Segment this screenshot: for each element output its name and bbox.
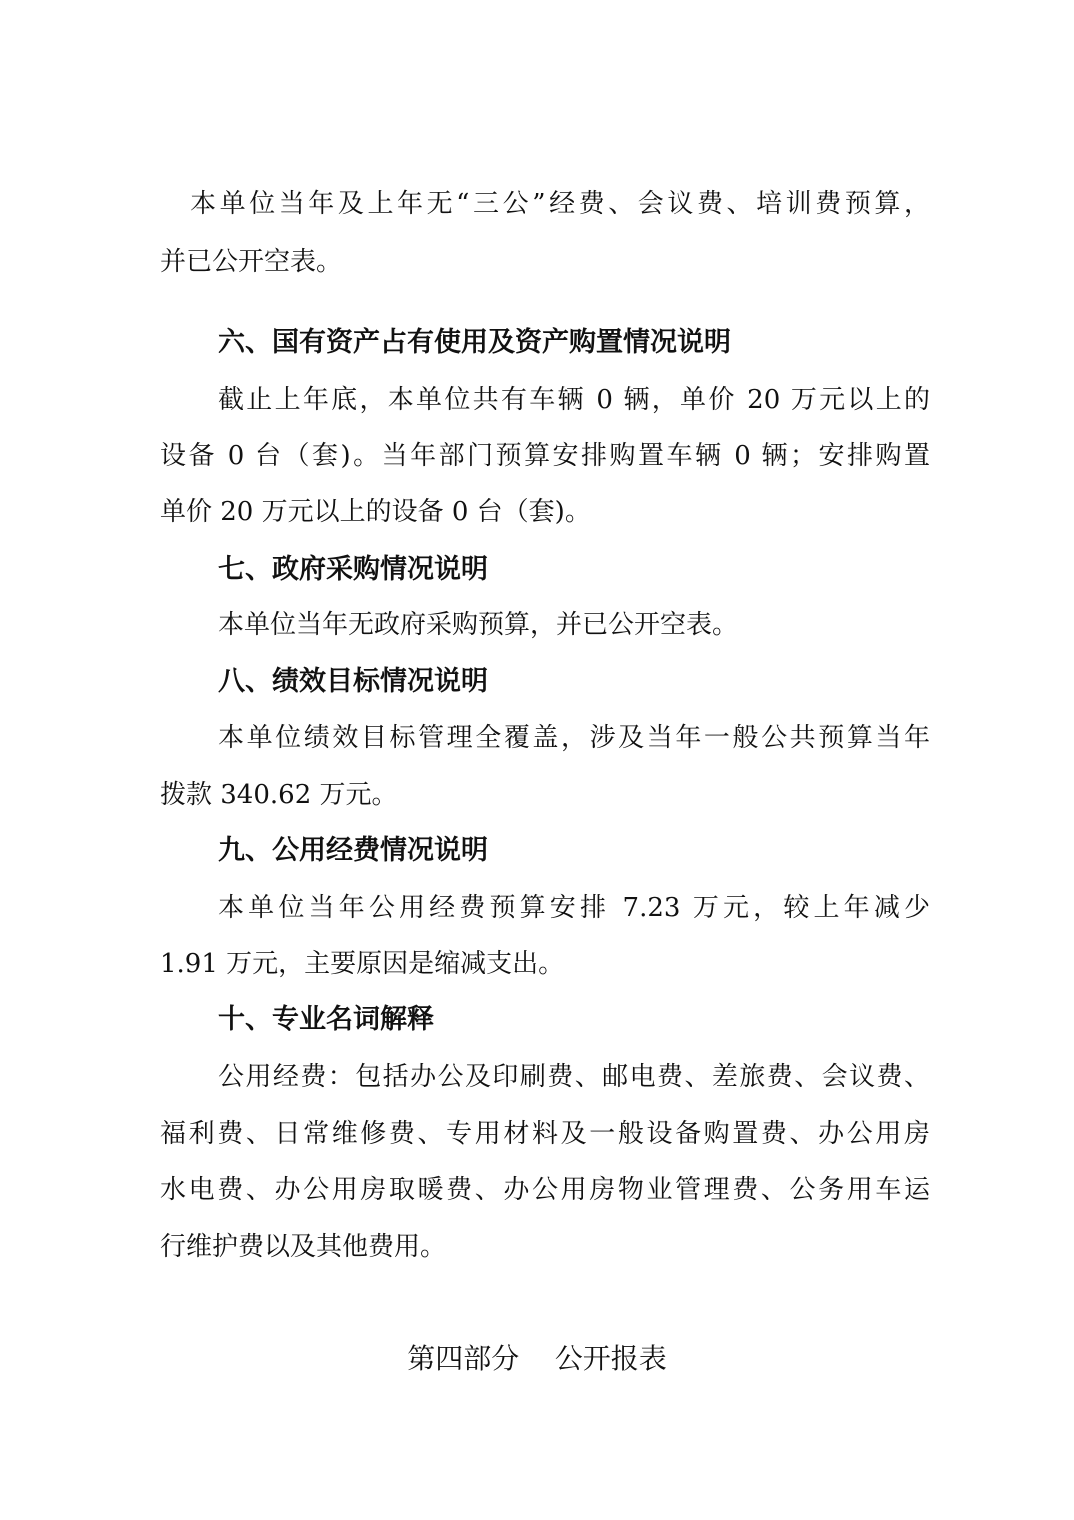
section-heading: 六、国有资产占有使用及资产购置情况说明 [218,327,731,358]
paragraph-line: 本单位当年公用经费预算安排 7.23 万元，较上年减少 [218,893,930,923]
paragraph-line: 单价 20 万元以上的设备 0 台（套)。 [160,497,591,527]
part-title: 第四部分 公开报表 [407,1342,667,1375]
paragraph-line: 本单位当年及上年无“三公”经费、会议费、培训费预算， [190,189,930,219]
paragraph-line: 福利费、日常维修费、专用材料及一般设备购置费、办公用房 [160,1119,930,1149]
section-heading: 八、绩效目标情况说明 [218,666,488,697]
paragraph-line: 拨款 340.62 万元。 [160,780,398,810]
paragraph-line: 本单位当年无政府采购预算，并已公开空表。 [218,610,739,640]
paragraph-line: 水电费、办公用房取暖费、办公用房物业管理费、公务用车运 [160,1175,930,1205]
section-heading: 九、公用经费情况说明 [218,835,488,866]
paragraph-line: 设备 0 台（套)。当年部门预算安排购置车辆 0 辆；安排购置 [160,441,930,471]
paragraph-line: 并已公开空表。 [160,247,343,277]
paragraph-line: 公用经费：包括办公及印刷费、邮电费、差旅费、会议费、 [218,1062,930,1092]
section-heading: 十、专业名词解释 [218,1004,434,1035]
paragraph-line: 行维护费以及其他费用。 [160,1232,447,1262]
section-heading: 七、政府采购情况说明 [218,554,488,585]
paragraph-line: 本单位绩效目标管理全覆盖，涉及当年一般公共预算当年 [218,723,930,753]
paragraph-line: 1.91 万元，主要原因是缩减支出。 [160,949,565,979]
paragraph-line: 截止上年底，本单位共有车辆 0 辆，单价 20 万元以上的 [218,385,930,415]
